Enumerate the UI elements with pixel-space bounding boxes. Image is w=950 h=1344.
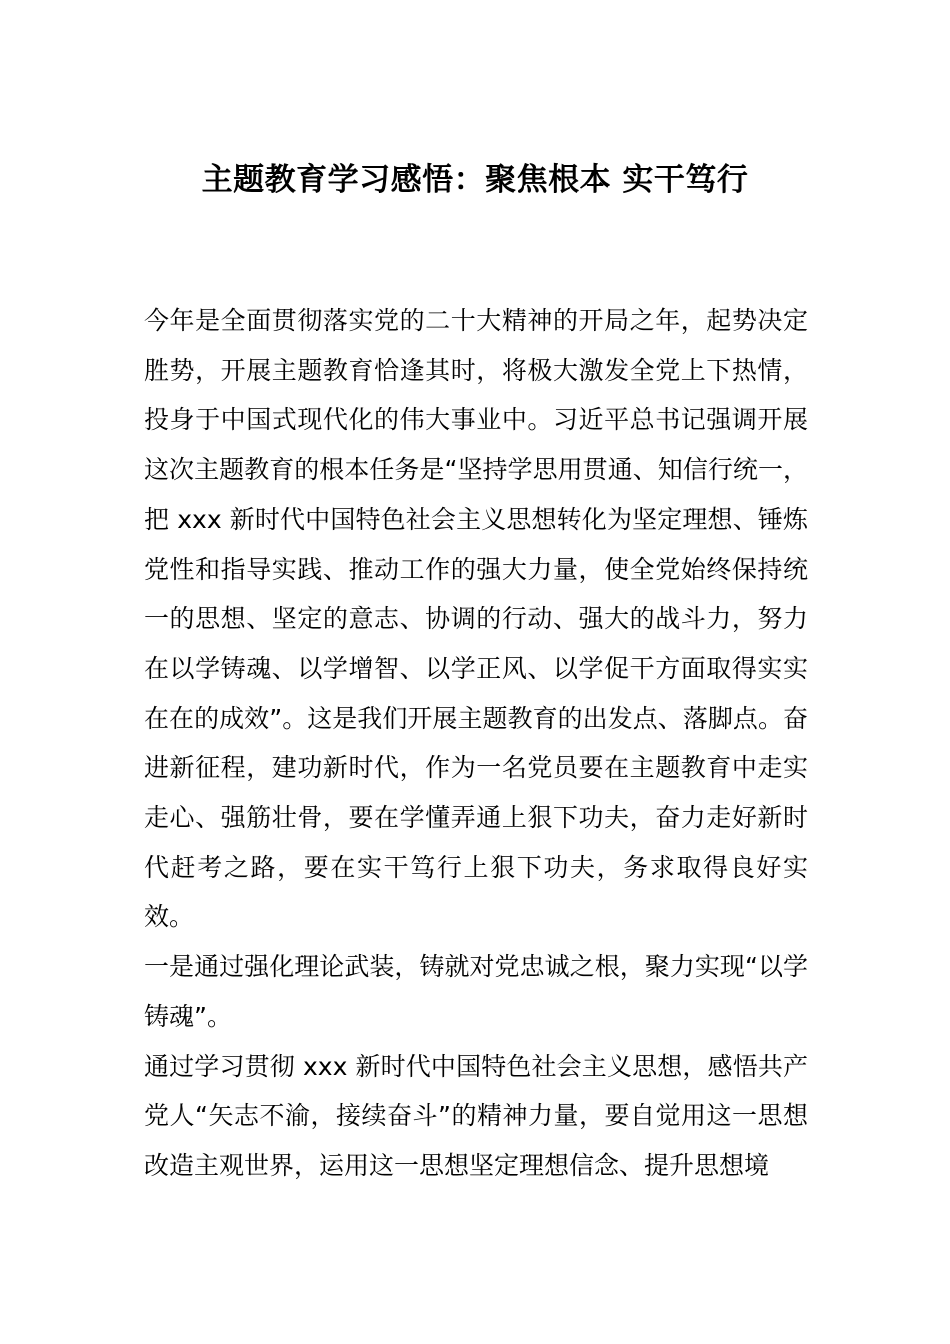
- paragraph-intro: 今年是全面贯彻落实党的二十大精神的开局之年，起势决定胜势，开展主题教育恰逢其时，将极大激发全党上下热情，投身于中国式现代化的伟大事业中。习近平总书记强调开展这次主题教育的根本任务是“坚持学思用贯通、知信行统一，把 xxx 新时代中国特色社会主义思想转化为坚定理想、锤炼党性和指导实践、推动工作的强大力量，使全党始终保持统一的思想、坚定的意志、协调的行动、强大的战斗力，努力在以学铸魂、以学增智、以学正风、以学促干方面取得实实在在的成效”。这是我们开展主题教育的出发点、落脚点。奋进新征程，建功新时代，作为一名党员要在主题教育中走实走心、强筋壮骨，要在学懂弄通上狠下功夫，奋力走好新时代赶考之路，要在实干笃行上狠下功夫，务求取得良好实效。: [144, 306, 808, 932]
- document-body: [144, 296, 808, 1191]
- document-title: 主题教育学习感悟：聚焦根本 实干笃行: [201, 162, 749, 198]
- paragraph-point-one-body: 通过学习贯彻 xxx 新时代中国特色社会主义思想，感悟共产党人“矢志不渝，接续奋斗”的精神力量，要自觉用这一思想改造主观世界，运用这一思想坚定理想信念、提升思想境: [144, 1051, 808, 1180]
- paragraph-point-one-heading: 一是通过强化理论武装，铸就对党忠诚之根，聚力实现“以学铸魂”。: [144, 952, 808, 1031]
